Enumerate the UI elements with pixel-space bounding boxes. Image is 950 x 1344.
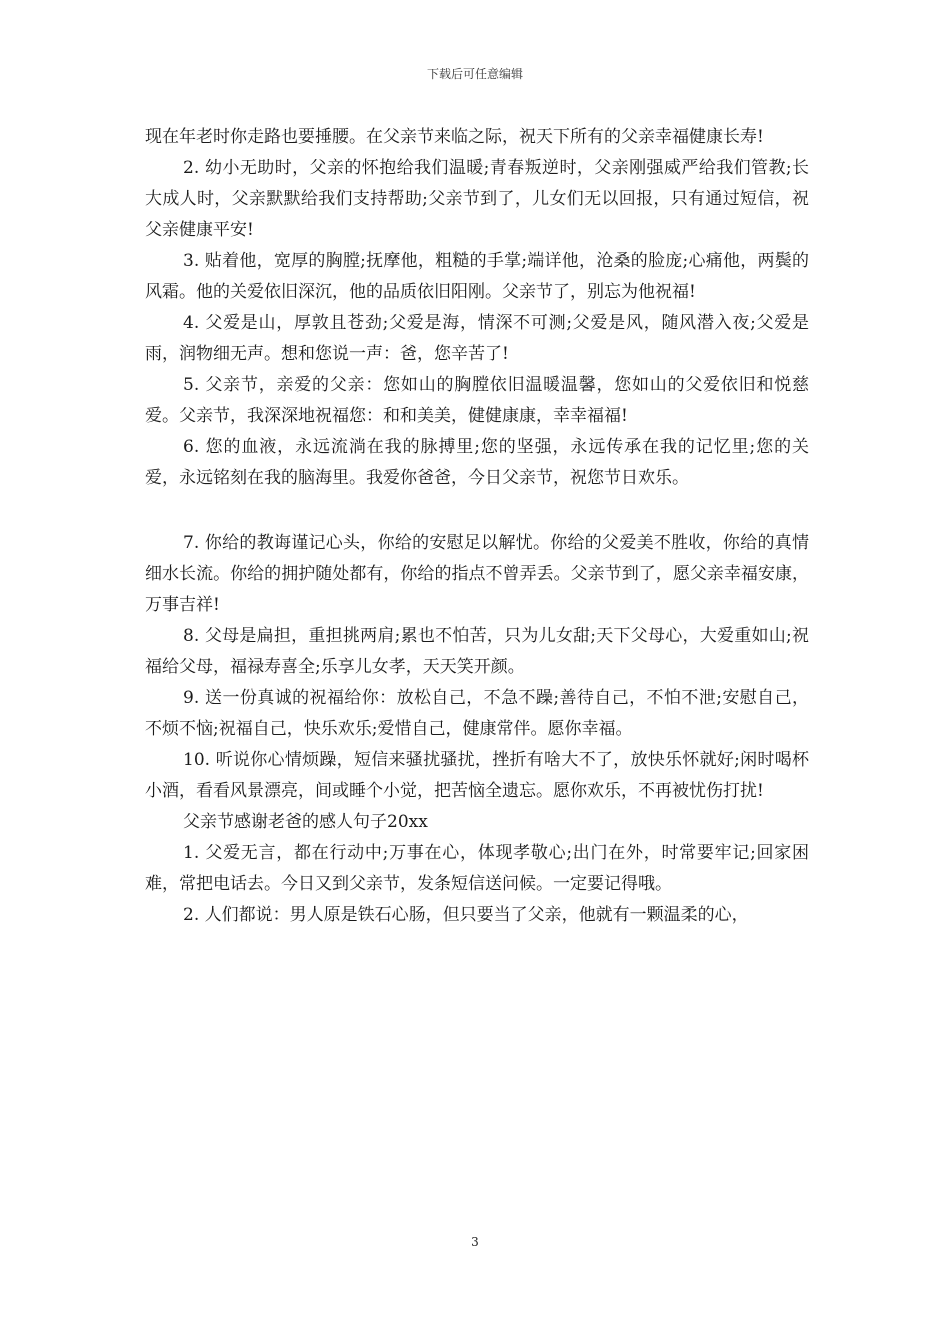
- page-header: 下载后可任意编辑: [426, 67, 523, 81]
- paragraph-item-2: 2. 幼小无助时，父亲的怀抱给我们温暖;青春叛逆时，父亲刚强威严给我们管教;长大成人时，父亲默默给我们支持帮助;父亲节到了，儿女们无以回报，只有通过短信，祝父亲健康平安!: [145, 158, 809, 240]
- paragraph-continued: 现在年老时你走路也要捶腰。在父亲节来临之际，祝天下所有的父亲幸福健康长寿!: [145, 127, 764, 147]
- paragraph-item-4: 4. 父爱是山，厚敦且苍劲;父爱是海，情深不可测;父爱是风，随风潜入夜;父爱是雨，润物细无声。想和您说一声：爸，您辛苦了!: [145, 313, 809, 364]
- paragraph-item-1: 1. 父爱无言，都在行动中;万事在心，体现孝敬心;出门在外，时常要牢记;回家困难，常把电话去。今日又到父亲节，发条短信送问候。一定要记得哦。: [145, 843, 809, 894]
- paragraph-item-10: 10. 听说你心情烦躁，短信来骚扰骚扰，挫折有啥大不了，放快乐怀就好;闲时喝杯小酒，看看风景漂亮，间或睡个小觉，把苦恼全遗忘。愿你欢乐，不再被忧伤打扰!: [145, 750, 809, 801]
- section-heading: 父亲节感谢老爸的感人句子20xx: [183, 812, 428, 832]
- paragraph-item-5: 5. 父亲节，亲爱的父亲：您如山的胸膛依旧温暖温馨，您如山的父爱依旧和悦慈爱。父亲节，我深深地祝福您：和和美美，健健康康，幸幸福福!: [145, 375, 809, 426]
- paragraph-item-8: 8. 父母是扁担，重担挑两肩;累也不怕苦，只为儿女甜;天下父母心，大爱重如山;祝福给父母，福禄寿喜全;乐享儿女孝，天天笑开颜。: [145, 626, 809, 677]
- document-body: [145, 122, 809, 931]
- page-number: 3: [471, 1235, 479, 1249]
- paragraph-item-2-second: 2. 人们都说：男人原是铁石心肠，但只要当了父亲，他就有一颗温柔的心，: [183, 905, 749, 925]
- paragraph-item-3: 3. 贴着他，宽厚的胸膛;抚摩他，粗糙的手掌;端详他，沧桑的脸庞;心痛他，两鬓的风霜。他的关爱依旧深沉，他的品质依旧阳刚。父亲节了，别忘为他祝福!: [145, 251, 809, 302]
- paragraph-item-7: 7. 你给的教诲谨记心头，你给的安慰足以解忧。你给的父爱美不胜收，你给的真情细水长流。你给的拥护随处都有，你给的指点不曾弄丢。父亲节到了，愿父亲幸福安康，万事吉祥!: [145, 533, 809, 615]
- paragraph-item-6: 6. 您的血液，永远流淌在我的脉搏里;您的坚强，永远传承在我的记忆里;您的关爱，永远铭刻在我的脑海里。我爱你爸爸，今日父亲节，祝您节日欢乐。: [145, 437, 809, 488]
- paragraph-item-9: 9. 送一份真诚的祝福给你：放松自己，不急不躁;善待自己，不怕不泄;安慰自己，不烦不恼;祝福自己，快乐欢乐;爱惜自己，健康常伴。愿你幸福。: [145, 688, 809, 739]
- paragraph-gap: [145, 494, 809, 528]
